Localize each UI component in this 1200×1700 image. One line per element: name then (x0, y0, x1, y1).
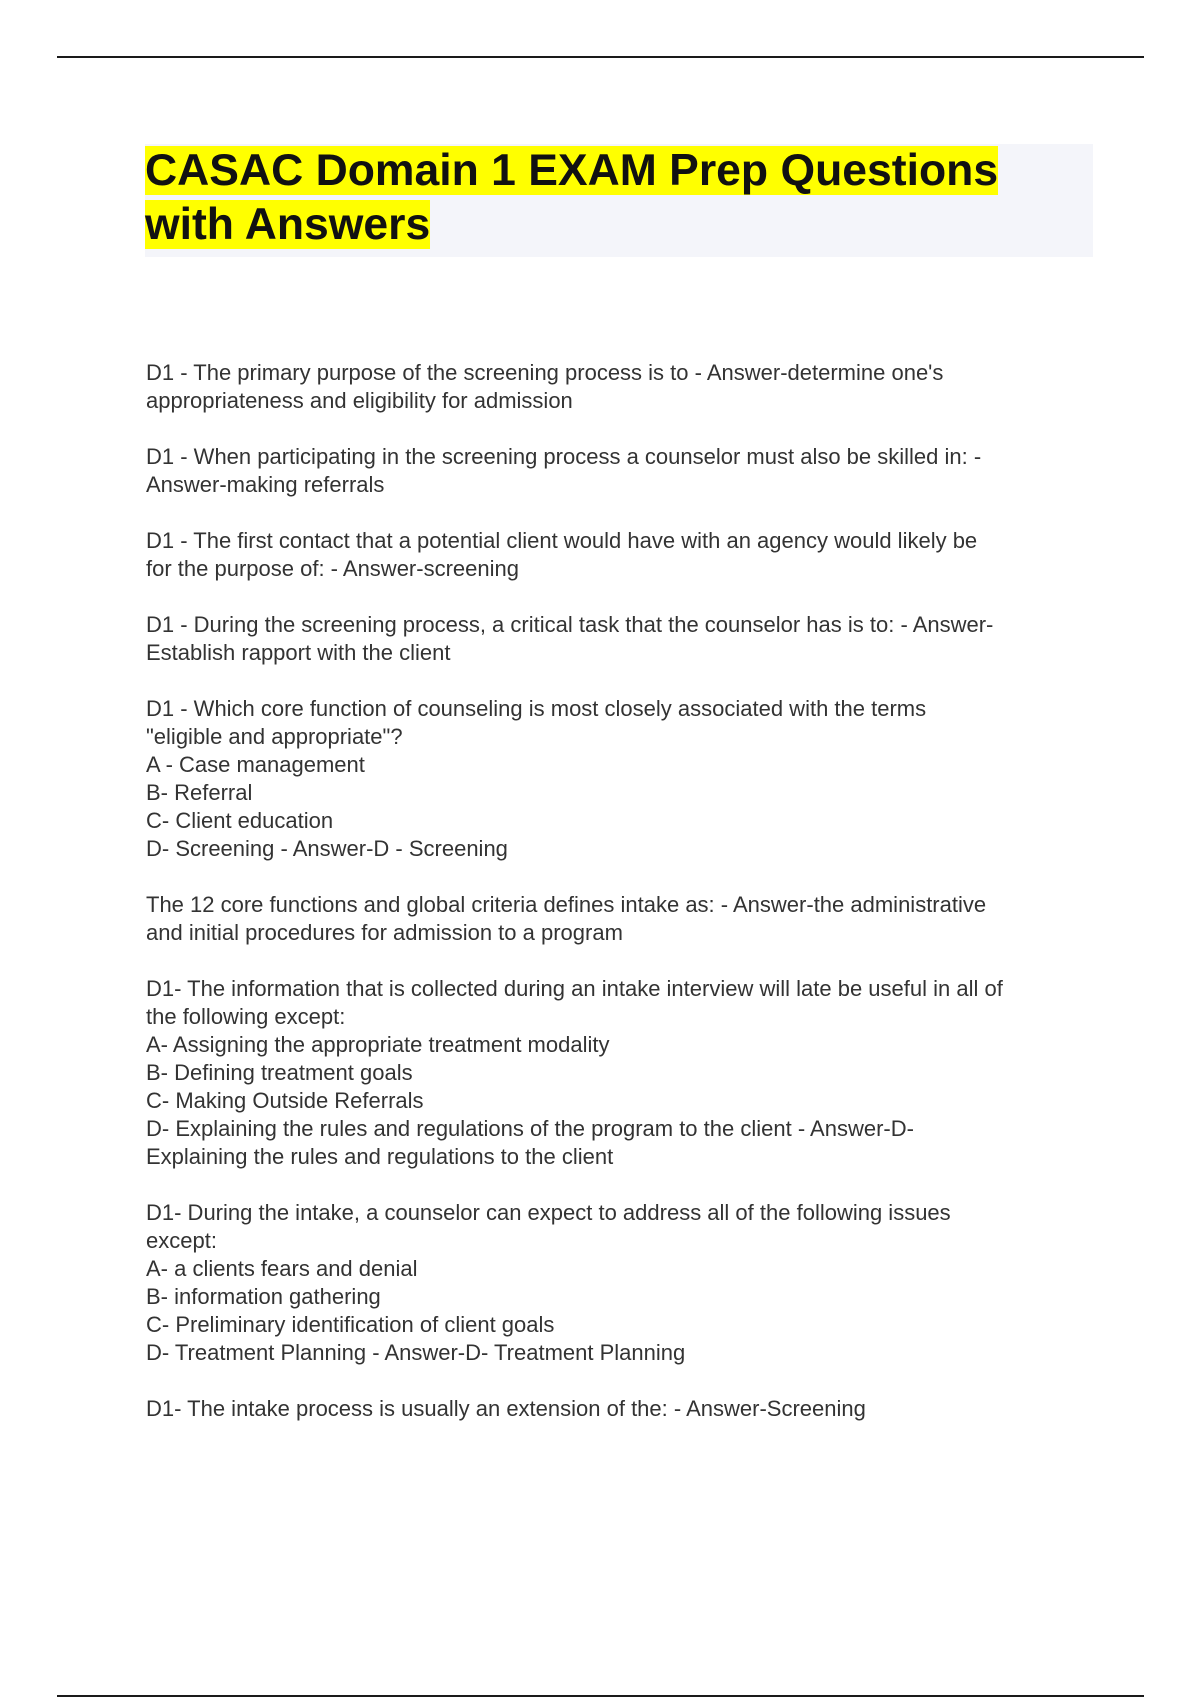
document-title (145, 144, 1093, 252)
question-text (146, 443, 1096, 499)
top-rule (57, 56, 1144, 58)
question-line: the following except: (146, 1004, 346, 1029)
question-line: except: (146, 1228, 217, 1253)
title-line-1: CASAC Domain 1 EXAM Prep Questions (145, 146, 999, 195)
question-line: D1 - The first contact that a potential client would have with an agency would likely be (146, 528, 978, 553)
question-line: D1 - Which core function of counseling is most closely associated with the terms (146, 696, 927, 721)
question-line: for the purpose of: - Answer-screening (146, 556, 519, 581)
question-line: B- Referral (146, 780, 253, 805)
question-line: Establish rapport with the client (146, 640, 451, 665)
question-line: The 12 core functions and global criteria defines intake as: - Answer-the administrative (146, 892, 987, 917)
question-line: Explaining the rules and regulations to the client (146, 1144, 614, 1169)
question-text (146, 359, 1096, 415)
question-line: B- information gathering (146, 1284, 381, 1309)
question-item (146, 1395, 1096, 1423)
question-text (146, 975, 1096, 1171)
question-line: Answer-making referrals (146, 472, 385, 497)
question-line: D1- During the intake, a counselor can expect to address all of the following issues (146, 1200, 951, 1225)
question-line: A- Assigning the appropriate treatment modality (146, 1032, 610, 1057)
question-line: D- Treatment Planning - Answer-D- Treatment Planning (146, 1340, 686, 1365)
question-line: D1 - When participating in the screening process a counselor must also be skilled in: - (146, 444, 982, 469)
question-item (146, 695, 1096, 863)
question-item (146, 1199, 1096, 1367)
question-text (146, 891, 1096, 947)
question-line: D- Explaining the rules and regulations of the program to the client - Answer-D- (146, 1116, 914, 1141)
question-line: C- Making Outside Referrals (146, 1088, 424, 1113)
question-item (146, 891, 1096, 947)
question-line: B- Defining treatment goals (146, 1060, 413, 1085)
question-list (146, 359, 1096, 1451)
question-line: appropriateness and eligibility for admission (146, 388, 573, 413)
question-item (146, 359, 1096, 415)
question-line: C- Client education (146, 808, 334, 833)
title-highlight (145, 146, 998, 249)
question-text (146, 527, 1096, 583)
question-line: D1- The intake process is usually an extension of the: - Answer-Screening (146, 1396, 866, 1421)
title-line-2: with Answers (145, 200, 431, 249)
question-item (146, 975, 1096, 1171)
question-text (146, 1199, 1096, 1367)
question-line: D1- The information that is collected during an intake interview will late be useful in all of (146, 976, 1003, 1001)
question-item (146, 443, 1096, 499)
bottom-rule (57, 1695, 1144, 1697)
question-line: D1 - During the screening process, a critical task that the counselor has is to: - Answer- (146, 612, 994, 637)
question-line: A - Case management (146, 752, 365, 777)
question-line: and initial procedures for admission to a program (146, 920, 623, 945)
question-line: C- Preliminary identification of client goals (146, 1312, 555, 1337)
question-text (146, 1395, 1096, 1423)
question-line: "eligible and appropriate"? (146, 724, 403, 749)
question-line: A- a clients fears and denial (146, 1256, 418, 1281)
question-line: D- Screening - Answer-D - Screening (146, 836, 508, 861)
question-line: D1 - The primary purpose of the screening process is to - Answer-determine one's (146, 360, 944, 385)
question-item (146, 527, 1096, 583)
question-text (146, 695, 1096, 863)
title-block (145, 144, 1093, 257)
question-item (146, 611, 1096, 667)
question-text (146, 611, 1096, 667)
